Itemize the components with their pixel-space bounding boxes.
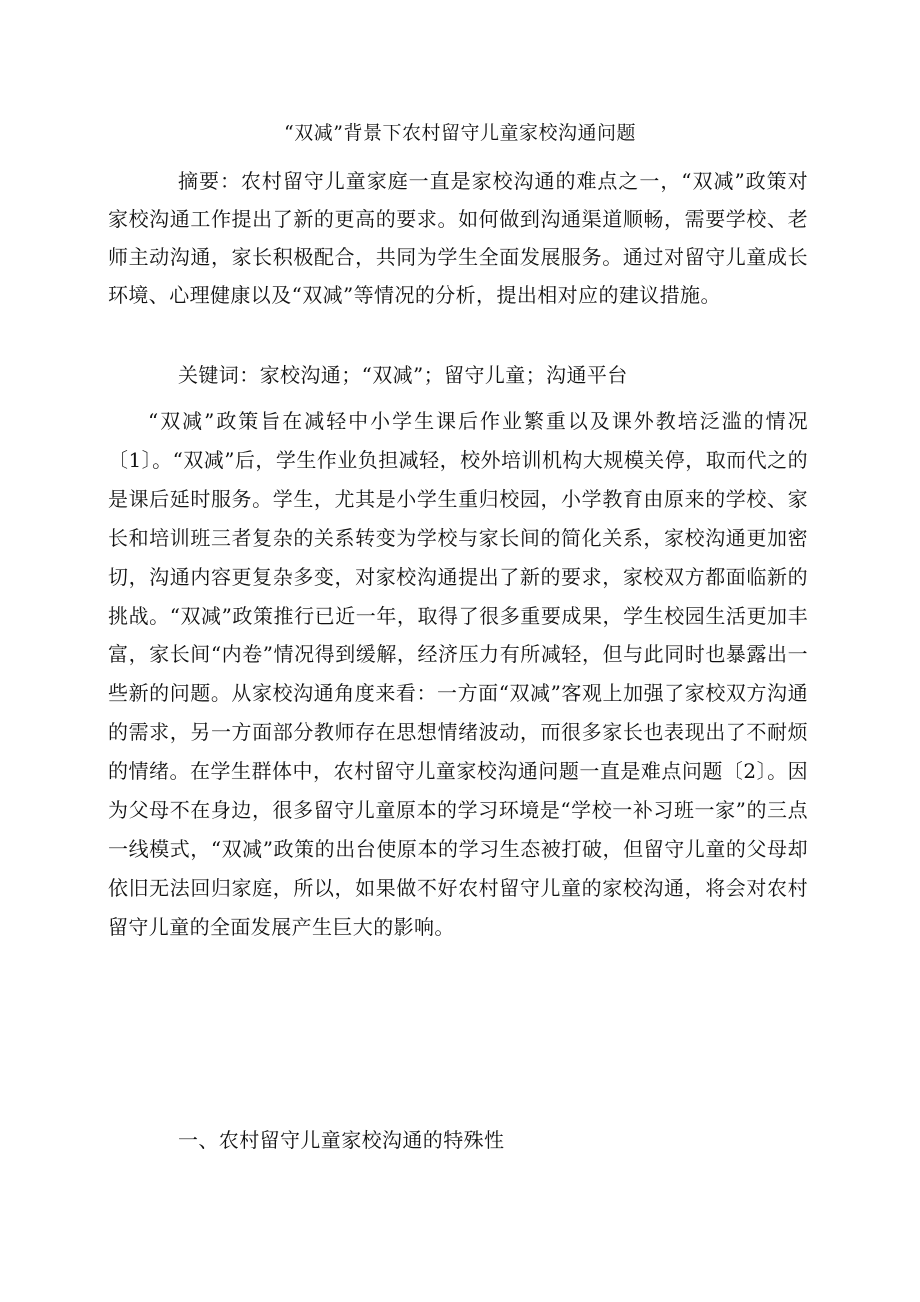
keywords-paragraph: 关键词：家校沟通；“双减”；留守儿童；沟通平台 bbox=[178, 363, 628, 387]
section-heading: 一、农村留守儿童家校沟通的特殊性 bbox=[178, 1128, 505, 1152]
body-paragraph: “双减”政策旨在减轻中小学生课后作业繁重以及课外教培泛滥的情况〔1〕。“双减”后，学生作业负担减轻，校外培训机构大规模关停，取而代之的是课后延时服务。学生，尤其是小学生重归校园，小学教育由原来的学校、家长和培训班三者复杂的关系转变为学校与家长间的简化关系，家校沟通更加密切，沟通内容更复杂多变，对家校沟通提出了新的要求，家校双方都面临新的挑战。“双减”政策推行已近一年，取得了很多重要成果，学生校园生活更加丰富，家长间“内卷”情况得到缓解，经济压力有所减轻，但与此同时也暴露出一些新的问题。从家校沟通角度来看：一方面“双减”客观上加强了家校双方沟通的需求，另一方面部分教师存在思想情绪波动，而很多家长也表现出了不耐烦的情绪。在学生群体中，农村留守儿童家校沟通问题一直是难点问题〔2〕。因为父母不在身边，很多留守儿童原本的学习环境是“学校一补习班一家”的三点一线模式，“双减”政策的出台使原本的学习生态被打破，但留守儿童的父母却依旧无法回归家庭，所以，如果做不好农村留守儿童的家校沟通，将会对农村留守儿童的全面发展产生巨大的影响。 bbox=[108, 409, 808, 939]
abstract-paragraph: 摘要：农村留守儿童家庭一直是家校沟通的难点之一，“双减”政策对家校沟通工作提出了新的更高的要求。如何做到沟通渠道顺畅，需要学校、老师主动沟通，家长积极配合，共同为学生全面发展服务。通过对留守儿童成长环境、心理健康以及“双减”等情况的分析，提出相对应的建议措施。 bbox=[108, 169, 808, 307]
document-title: “双减”背景下农村留守儿童家校沟通问题 bbox=[284, 122, 636, 144]
